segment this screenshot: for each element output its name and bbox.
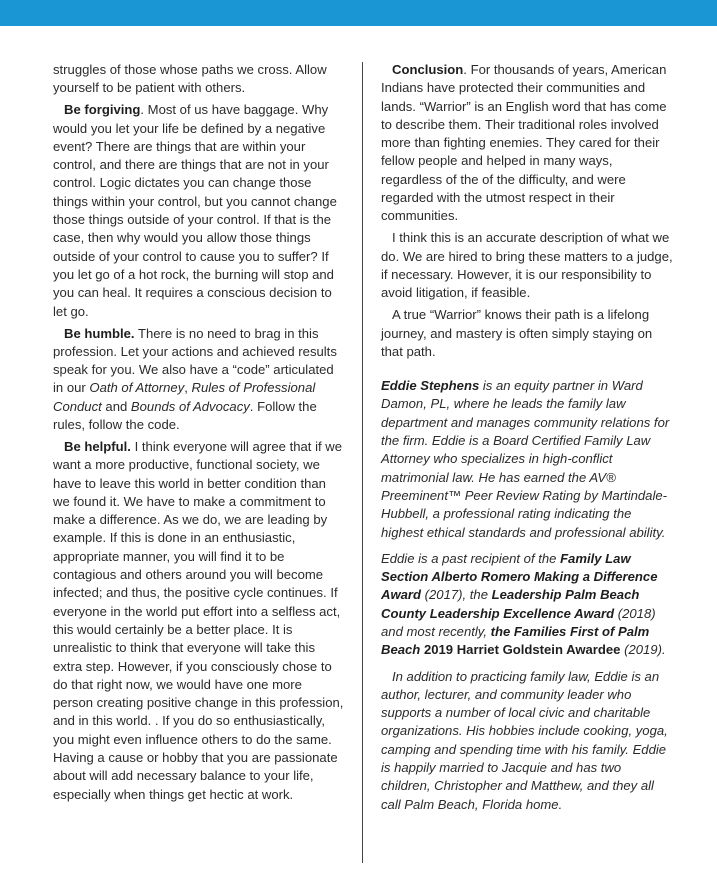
humble-sep-1: , (184, 380, 192, 396)
personal-paragraph: In addition to practicing family law, Eddie is an author, lecturer, and community leader who supports a number of local civic and charitable organizations. His hobbies include cooking, yoga, camping and spending time with his family. Eddie is happily married to Jacquie and has two children, Christopher and Matthew, and they all call Palm Beach, Florida home. (381, 668, 668, 812)
award-family-law: Family Law Section Alberto Romero Making a Difference Award (381, 550, 658, 603)
author-name: Eddie Stephens (381, 378, 480, 394)
heading-be-humble: Be humble. (64, 325, 135, 341)
paragraph-description: I think this is an accurate description of what we do. We are hired to bring these matters to a judge, if necessary. However, it is our responsibility to avoid litigation, if feasible. (381, 230, 673, 301)
award-year-2017: (2017), the (421, 587, 492, 603)
awards-paragraph (381, 550, 674, 660)
heading-conclusion: Conclusion (392, 62, 464, 77)
award-year-2018: (2018) and most recently, (381, 605, 656, 639)
conclusion-text: . For thousands of years, American Indians have protected their communities and lands. “Warrior” is an English word that has come to describe them. Their traditional roles involved more than fighting enemies. They cared for their fellow people and helped in many ways, regardless of the of the difficulty, and were regarded with the utmost respect in their communities. (381, 62, 667, 224)
helpful-text: I think everyone will agree that if we want a more productive, functional society, we have to leave this world in better condition than we found it. We have to make a commitment to make a difference. As we do, we are leading by example. If this is done in an enthusiastic, appropriate manner, you will find it to be contagious and others around you will become infected; and thus, the positive cycle continues. If everyone in the world put effort into a selfless act, this would certainly be a better place. It is unrealistic to think that everyone will take this extra step. However, if you consciously chose to do that right now, we would have one more person creating positive change in this profession, and in this world. . If you do so enthusiastically, you might even influence others to do the same. Having a cause or hobby that you are passionate about will add necessary balance to your life, especially when things get hectic at work. (53, 439, 344, 802)
humble-text-2: . Follow the rules, follow the code. (53, 398, 317, 433)
ref-oath-of-attorney: Oath of Attorney (89, 380, 185, 396)
humble-text-1: There is no need to brag in this profession. Let your actions and achieved results speak for you. We also have a “code” articulated in our (53, 325, 337, 396)
heading-be-forgiving: Be forgiving (64, 102, 141, 118)
author-bio (381, 377, 674, 542)
paragraph-patience: struggles of those whose paths we cross. Allow yourself to be patient with others. (53, 62, 327, 96)
header-bar (0, 0, 717, 26)
paragraph-true-warrior: A true “Warrior” knows their path is a lifelong journey, and mastery is often simply staying on that path. (381, 307, 653, 359)
awards-intro: Eddie is a past recipient of the (381, 550, 561, 566)
paragraph-be-helpful (53, 438, 345, 804)
award-families-first: the Families First of Palm Beach (381, 623, 650, 658)
right-column (381, 61, 674, 814)
personal-block (381, 668, 674, 814)
award-goldstein: 2019 Harriet Goldstein Awardee (423, 642, 621, 658)
paragraph-be-humble (53, 325, 345, 435)
humble-sep-2: and (101, 398, 131, 414)
paragraph-be-forgiving (53, 101, 345, 321)
bio-text: is an equity partner in Ward Damon, PL, where he leads the family law department and manages community relations for the firm. Eddie is a Board Certified Family Law Attorney who specializes in high-conflict matrimonial law. He has earned the AV® Preeminent™ Peer Review Rating by Martindale-Hubbell, a professional rating indicating the highest ethical standards and professional ability. (381, 378, 670, 540)
ref-bounds-of-advocacy: Bounds of Advocacy (130, 398, 250, 414)
ref-rules-of-conduct: Rules of Professional Conduct (53, 380, 316, 414)
left-column (53, 61, 345, 808)
heading-be-helpful: Be helpful. (64, 439, 131, 454)
award-year-2019: (2019). (620, 642, 666, 658)
paragraph-conclusion (381, 61, 674, 226)
award-leadership: Leadership Palm Beach County Leadership Excellence Award (381, 587, 640, 621)
column-divider (362, 62, 363, 863)
bio-paragraph (381, 377, 674, 542)
awards-block (381, 550, 674, 660)
forgiving-text: . Most of us have baggage. Why would you let your life be defined by a negative event? There are things that are within your control, and there are things that are not in your control. Logic dictates you can change those things within your control, but you cannot change those things outside of your control. If that is the case, then why would you allow those things outside of your control to cause you to suffer? If you let go of a hot rock, the burning will stop and you can heal. It requires a conscious decision to let go. (53, 102, 337, 319)
